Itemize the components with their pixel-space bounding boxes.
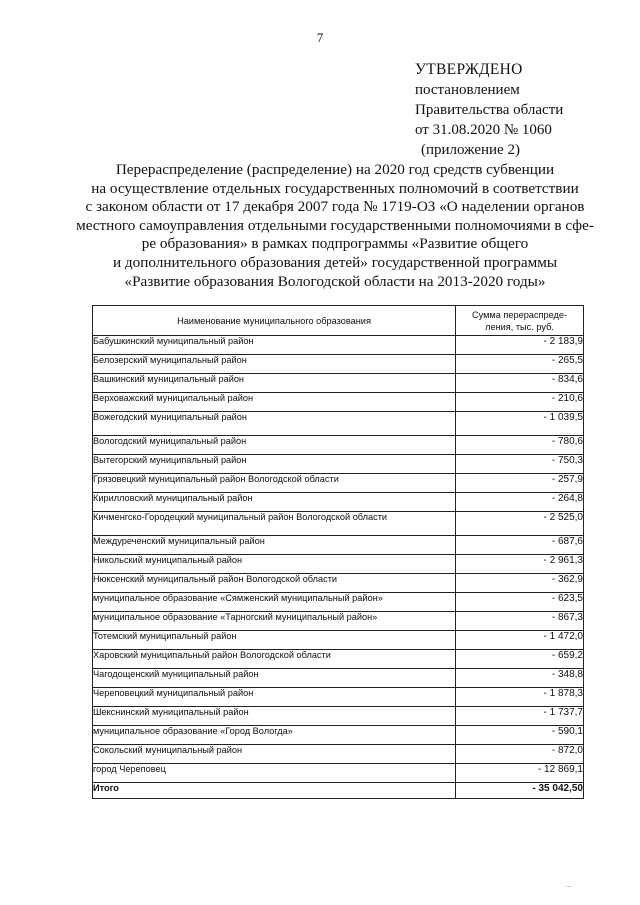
table-row — [93, 574, 584, 593]
header-sum-line: ления, тыс. руб. — [485, 321, 554, 332]
municipality-name: Грязовецкий муниципальный район Вологодской области — [93, 474, 456, 493]
title-line: местного самоуправления отдельными государственными полномочиями в сфе- — [76, 216, 594, 234]
municipality-name: Кичменгско-Городецкий муниципальный район Вологодской области — [93, 512, 456, 536]
table-row — [93, 669, 584, 688]
title-line: ре образования» в рамках подпрограммы «Развитие общего — [141, 235, 529, 253]
municipality-name: Нюксенский муниципальный район Вологодской области — [93, 574, 456, 593]
sum-value: - 265,5 — [456, 355, 584, 374]
municipality-name: Тотемский муниципальный район — [93, 631, 456, 650]
sum-value: - 1 039,5 — [456, 412, 584, 436]
table-row — [93, 631, 584, 650]
table-row — [93, 536, 584, 555]
municipality-name: Верховажский муниципальный район — [93, 393, 456, 412]
table-row — [93, 688, 584, 707]
sum-value: - 1 737,7 — [456, 707, 584, 726]
table-row — [93, 412, 584, 436]
sum-value: - 687,6 — [456, 536, 584, 555]
municipality-name: Шекснинский муниципальный район — [93, 707, 456, 726]
sum-value: - 780,6 — [456, 436, 584, 455]
total-label: Итого — [93, 783, 456, 799]
sum-value: - 362,9 — [456, 574, 584, 593]
sum-value: - 12 869,1 — [456, 764, 584, 783]
approval-line-2: Правительства области — [415, 102, 564, 118]
municipality-name: Вытегорский муниципальный район — [93, 455, 456, 474]
table-row — [93, 593, 584, 612]
document-title — [55, 161, 615, 291]
sum-value: - 1 878,3 — [456, 688, 584, 707]
municipality-name: Кирилловский муниципальный район — [93, 493, 456, 512]
sum-value: - 257,9 — [456, 474, 584, 493]
table-row — [93, 650, 584, 669]
table-row — [93, 764, 584, 783]
approval-stamp — [415, 60, 563, 160]
header-sum-line: Сумма перераспреде- — [471, 309, 568, 320]
approval-line-4: (приложение 2) — [421, 142, 520, 158]
municipality-name: Вожегодский муниципальный район — [93, 412, 456, 436]
scan-mark: ⋅⋅⋅ — [565, 884, 572, 891]
sum-value: - 623,5 — [456, 593, 584, 612]
title-line: Перераспределение (распределение) на 2020 год средств субвенции — [115, 161, 555, 178]
sum-value: - 834,6 — [456, 374, 584, 393]
sum-value: - 872,0 — [456, 745, 584, 764]
title-line: «Развитие образования Вологодской области на 2013-2020 годы» — [124, 272, 546, 290]
table-row — [93, 393, 584, 412]
table-row — [93, 355, 584, 374]
page-number: 7 — [316, 30, 324, 45]
municipality-name: Вашкинский муниципальный район — [93, 374, 456, 393]
sum-value: - 210,6 — [456, 393, 584, 412]
distribution-table — [92, 305, 584, 799]
total-value: - 35 042,50 — [456, 783, 584, 799]
municipality-name: Никольский муниципальный район — [93, 555, 456, 574]
table-row — [93, 455, 584, 474]
sum-value: - 867,3 — [456, 612, 584, 631]
approval-line-3: от 31.08.2020 № 1060 — [415, 122, 552, 138]
table-row — [93, 512, 584, 536]
table-row — [93, 336, 584, 355]
municipality-name: Чагодощенский муниципальный район — [93, 669, 456, 688]
municipality-name: муниципальное образование «Сямженский муниципальный район» — [93, 593, 456, 612]
table-total-row — [93, 783, 584, 799]
municipality-name: город Череповец — [93, 764, 456, 783]
title-line: на осуществление отдельных государственных полномочий в соответствии — [91, 179, 579, 197]
sum-value: - 659,2 — [456, 650, 584, 669]
table-row — [93, 612, 584, 631]
title-line: и дополнительного образования детей» государственной программы — [112, 253, 558, 271]
title-line: с законом области от 17 декабря 2007 года № 1719-ОЗ «О наделении органов — [85, 198, 585, 216]
municipality-name: Сокольский муниципальный район — [93, 745, 456, 764]
table-row — [93, 374, 584, 393]
sum-value: - 2 183,9 — [456, 336, 584, 355]
table-row — [93, 726, 584, 745]
header-sum-cell — [456, 306, 584, 336]
table-row — [93, 555, 584, 574]
sum-value: - 750,3 — [456, 455, 584, 474]
municipality-name: Междуреченский муниципальный район — [93, 536, 456, 555]
table-row — [93, 745, 584, 764]
table-row — [93, 474, 584, 493]
municipality-name: Харовский муниципальный район Вологодской области — [93, 650, 456, 669]
sum-value: - 2 961,3 — [456, 555, 584, 574]
sum-value: - 1 472,0 — [456, 631, 584, 650]
municipality-name: Череповецкий муниципальный район — [93, 688, 456, 707]
sum-value: - 264,8 — [456, 493, 584, 512]
approval-line-1: постановлением — [415, 82, 520, 98]
municipality-name: Белозерский муниципальный район — [93, 355, 456, 374]
municipality-name: муниципальное образование «Город Вологда» — [93, 726, 456, 745]
approval-title: УТВЕРЖДЕНО — [415, 61, 523, 78]
municipality-name: Вологодский муниципальный район — [93, 436, 456, 455]
table-row — [93, 493, 584, 512]
table-header-row — [93, 306, 584, 336]
header-name-cell: Наименование муниципального образования — [93, 306, 456, 336]
sum-value: - 590,1 — [456, 726, 584, 745]
sum-value: - 348,8 — [456, 669, 584, 688]
table-row — [93, 436, 584, 455]
sum-value: - 2 525,0 — [456, 512, 584, 536]
municipality-name: Бабушкинский муниципальный район — [93, 336, 456, 355]
table-row — [93, 707, 584, 726]
municipality-name: муниципальное образование «Тарногский муниципальный район» — [93, 612, 456, 631]
